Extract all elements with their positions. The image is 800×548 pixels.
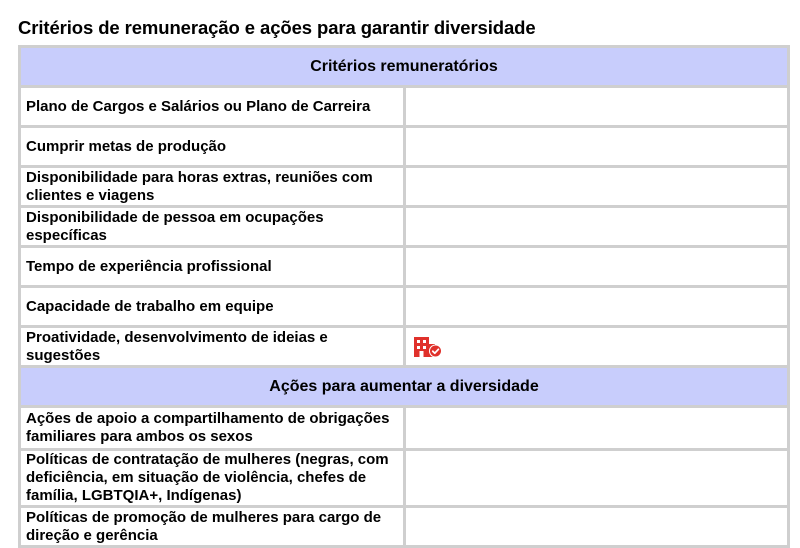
row-value[interactable] — [404, 207, 789, 247]
row-label: Capacidade de trabalho em equipe — [20, 287, 405, 327]
row-label: Ações de apoio a compartilhamento de obrigações familiares para ambos os sexos — [20, 407, 405, 450]
building-check-icon — [413, 336, 443, 358]
row-value[interactable] — [404, 87, 789, 127]
row-label: Cumprir metas de produção — [20, 127, 405, 167]
table-row — [20, 287, 789, 327]
table-row — [20, 247, 789, 287]
row-label: Políticas de promoção de mulheres para cargo de direção e gerência — [20, 507, 405, 547]
row-value[interactable] — [404, 450, 789, 507]
table-row — [20, 127, 789, 167]
row-value[interactable] — [404, 247, 789, 287]
table-row — [20, 450, 789, 507]
row-value[interactable] — [404, 167, 789, 207]
row-label: Tempo de experiência profissional — [20, 247, 405, 287]
section-header-row — [20, 47, 789, 87]
section-header-row — [20, 367, 789, 407]
row-value[interactable] — [404, 287, 789, 327]
table-row — [20, 87, 789, 127]
section-header-diversity: Ações para aumentar a diversidade — [20, 367, 789, 407]
criteria-table — [18, 45, 790, 548]
row-value[interactable] — [404, 407, 789, 450]
section-header-remuneration: Critérios remuneratórios — [20, 47, 789, 87]
row-value[interactable] — [404, 127, 789, 167]
row-label: Disponibilidade de pessoa em ocupações específicas — [20, 207, 405, 247]
table-row — [20, 207, 789, 247]
page-title: Critérios de remuneração e ações para garantir diversidade — [18, 17, 536, 38]
row-label: Disponibilidade para horas extras, reuniões com clientes e viagens — [20, 167, 405, 207]
table-row — [20, 167, 789, 207]
table-row — [20, 327, 789, 367]
row-value[interactable] — [404, 327, 789, 367]
row-label: Plano de Cargos e Salários ou Plano de Carreira — [20, 87, 405, 127]
table-row — [20, 407, 789, 450]
row-label: Políticas de contratação de mulheres (negras, com deficiência, em situação de violência, chefes de família, LGBTQIA+, Indígenas) — [20, 450, 405, 507]
row-label: Proatividade, desenvolvimento de ideias e sugestões — [20, 327, 405, 367]
